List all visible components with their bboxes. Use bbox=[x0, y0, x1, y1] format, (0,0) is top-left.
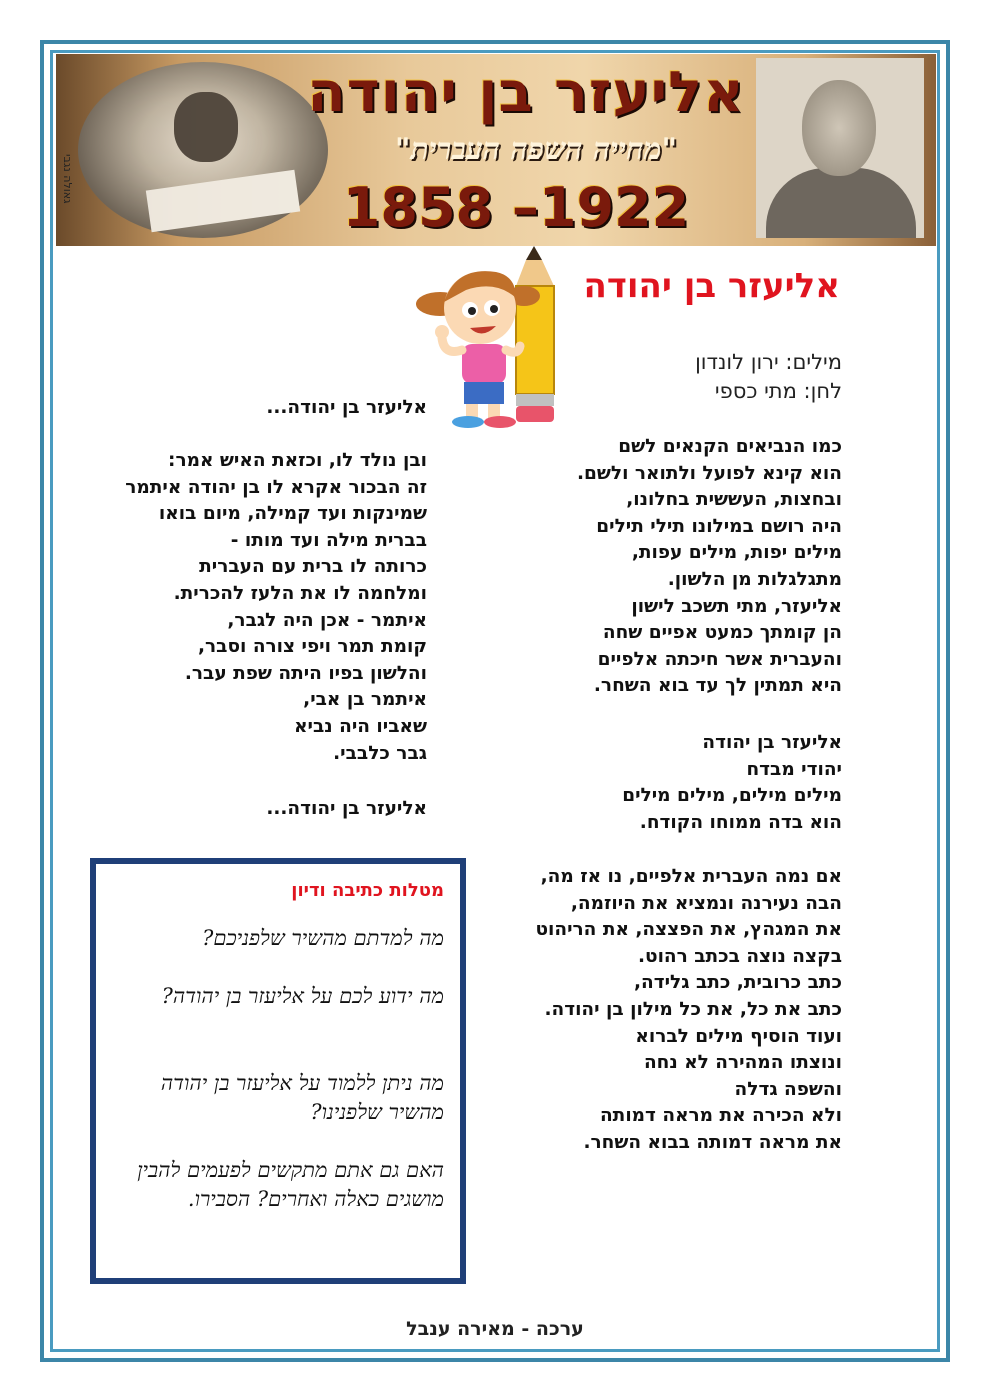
editor-credit: ערכה - מאירה ענבל bbox=[406, 1318, 584, 1340]
lyric-line: אם נמה העברית אלפיים, נו אז מה, bbox=[540, 866, 842, 887]
lyric-line: היא תמתין לך עד בוא השחר. bbox=[593, 675, 842, 697]
verse-left bbox=[60, 448, 427, 767]
lyric-line: איתמר בן אבי, bbox=[303, 689, 427, 711]
lyric-line: ונוצתו המהירה לא נחה bbox=[643, 1052, 842, 1074]
chorus-right bbox=[440, 730, 842, 836]
lyric-line: מילים מילים, מילים מילים bbox=[622, 785, 842, 807]
lyric-line: אליעזר בן יהודה... bbox=[266, 798, 427, 819]
lyric-line: כתב כרובית, כתב גלידה, bbox=[634, 972, 842, 994]
lyric-line: ובחצות, העששית בחלונו, bbox=[626, 489, 842, 511]
lyric-line: ובן נולד לו, וכזאת האיש אמר: bbox=[168, 450, 427, 471]
lyric-line: בברית מילה ועד מותו - bbox=[230, 529, 427, 551]
lyric-line: והשפה גדלה bbox=[734, 1078, 842, 1100]
task-question: מה למדתם מהשיר שלפניכם? bbox=[202, 926, 444, 950]
lyric-line: יהודי מבדח bbox=[746, 758, 842, 780]
lyric-line: שמינקות ועד קמילה, מיום בואו bbox=[158, 503, 427, 525]
lyrics-credit: מילים: ירון לונדון bbox=[695, 350, 842, 374]
lyric-line: והלשון בפיו היתה שפת עבר. bbox=[184, 662, 427, 684]
lyric-line: גבר כלבבי. bbox=[333, 742, 427, 764]
lyric-line: את מראה דמותה בבוא השחר. bbox=[583, 1131, 842, 1153]
verse-right-1 bbox=[440, 434, 842, 700]
lyric-line: ועוד הוסיף מילים לברוא bbox=[635, 1025, 842, 1047]
banner-subtitle: "מחייה השפה העברית" bbox=[394, 132, 678, 167]
banner-title: אליעזר בן יהודה bbox=[307, 60, 745, 125]
lyric-line: הוא קינא לפועל ולתואר ולשם. bbox=[576, 462, 842, 484]
lyric-line: הוא בדה ממוחו הקודח. bbox=[639, 811, 842, 833]
task-question: מה ידוע לכם על אליעזר בן יהודה? bbox=[161, 984, 444, 1008]
lyric-line: קומת תמר ויפי צורה וסבר, bbox=[198, 636, 427, 658]
lyric-line: ומלחמה לו את הלעז להכרית. bbox=[173, 582, 427, 604]
song-credits bbox=[560, 348, 842, 406]
tasks-title: מטלות כתיבה ודיון bbox=[291, 880, 444, 901]
song-title: אליעזר בן יהודה bbox=[583, 266, 840, 306]
lyric-line: היה רושם במילונו תילי תילים bbox=[596, 515, 842, 537]
music-credit: לחן: מתי כספי bbox=[714, 379, 842, 403]
lyric-line: אליעזר בן יהודה... bbox=[266, 397, 427, 418]
lyric-line: כרותה לו ברית עם העברית bbox=[199, 556, 427, 578]
cartoon-girl-with-pencil-icon bbox=[416, 246, 592, 432]
writing-tasks-box bbox=[90, 858, 466, 1284]
lyric-line: ולא הכירה את מראה דמותה bbox=[599, 1105, 842, 1127]
lyric-line: והעברית אשר חיכתה אלפיים bbox=[597, 648, 842, 670]
lyric-line: מילים יפות, מילים עפות, bbox=[631, 542, 842, 564]
lyric-line: את המגהץ, את הפצצה, את הריהוט bbox=[535, 919, 842, 941]
verse-right-2 bbox=[440, 864, 842, 1157]
task-question: מה ניתן ללמוד על אליעזר בן יהודה מהשיר שלפנינו? bbox=[160, 1071, 444, 1124]
lyric-line: שאביו היה נביא bbox=[294, 715, 427, 737]
lyric-line: איתמר - אכן היה לגבר, bbox=[227, 609, 427, 631]
lyric-line: כמו הנביאים הקנאים לשם bbox=[618, 436, 842, 457]
lyric-line: כתב את כל, את כל מילון בן יהודה. bbox=[544, 998, 842, 1020]
lyric-line: זה הבכור אקרא לו בן יהודה איתמר bbox=[125, 476, 427, 498]
banner-years: 1858 –1922 bbox=[342, 176, 690, 239]
lyric-line: מתגלגלות מן הלשון. bbox=[667, 568, 842, 590]
lyric-line: בקצה נוצה בכתב רהוט. bbox=[637, 945, 842, 967]
artist-signature: גאולה נגבי bbox=[61, 154, 74, 204]
lyric-line: הן קומתך כמעט אפיים שחה bbox=[602, 622, 842, 644]
lyric-line: אליעזר בן יהודה bbox=[702, 732, 842, 753]
lyric-line: הבה נעירנה ונמציא את היוזמה, bbox=[570, 892, 842, 914]
refrain-left-top bbox=[60, 395, 427, 422]
lyric-line: אליעזר, מתי תשכב לישון bbox=[631, 595, 842, 617]
header-banner bbox=[56, 54, 936, 246]
refrain-left-bottom bbox=[60, 796, 427, 823]
task-question: האם גם אתם מתקשים לפעמים להבין מושגים כאלה ואחרים? הסבירו. bbox=[137, 1158, 444, 1211]
